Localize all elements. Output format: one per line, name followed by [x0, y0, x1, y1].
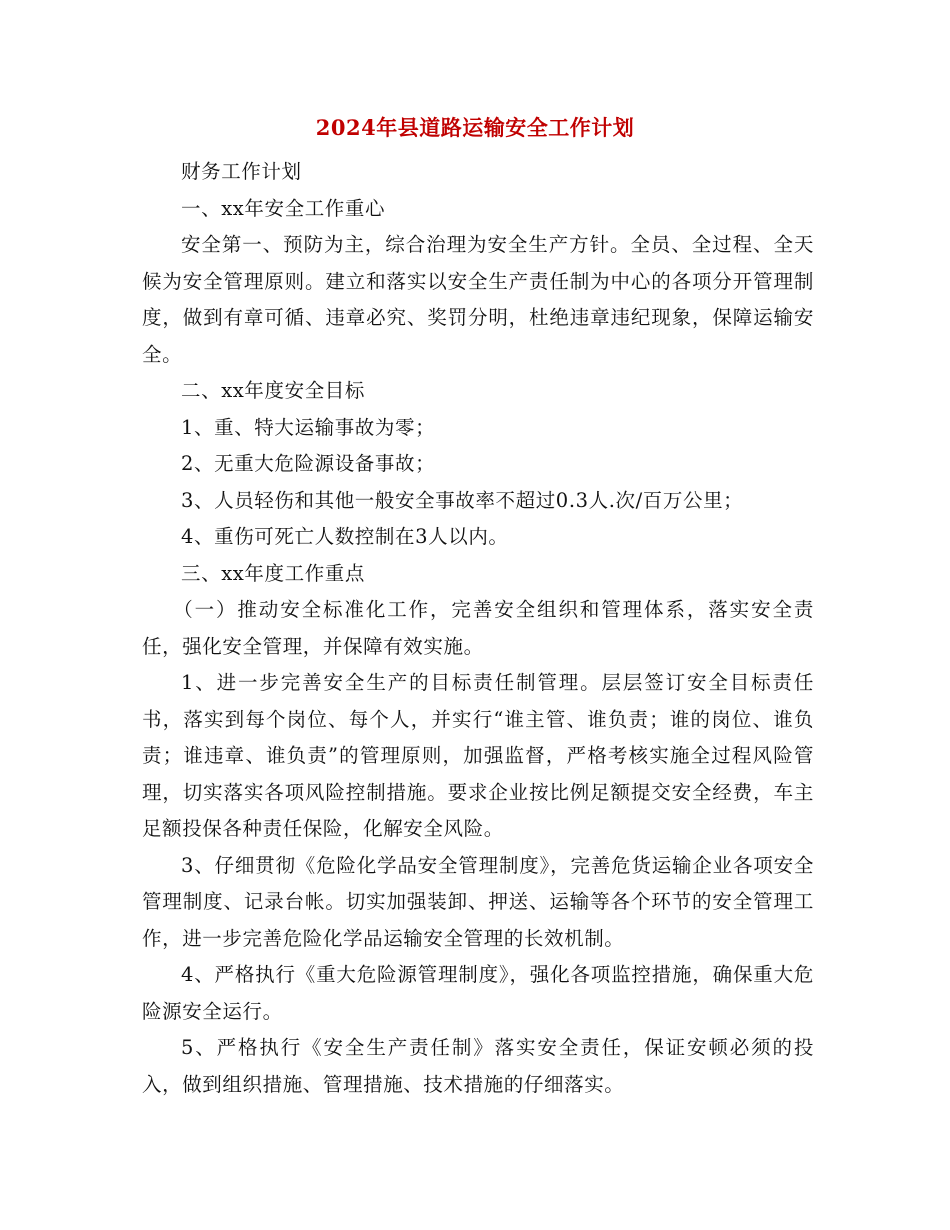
- document-body: [142, 154, 814, 1103]
- list-item: 3、人员轻伤和其他一般安全事故率不超过0.3人.次/百万公里；: [181, 488, 744, 512]
- document-title: 2024年县道路运输安全工作计划: [315, 115, 635, 140]
- paragraph: 1、进一步完善安全生产的目标责任制管理。层层签订安全目标责任书，落实到每个岗位、每个人，并实行“谁主管、谁负责；谁的岗位、谁负责；谁违章、谁负责”的管理原则，加强监督，严格考核实施全过程风险管理，切实落实各项风险控制措施。要求企业按比例足额提交安全经费，车主足额投保各种责任保险，化解安全风险。: [142, 671, 814, 840]
- paragraph: 3、仔细贯彻《危险化学品安全管理制度》，完善危货运输企业各项安全管理制度、记录台帐。切实加强装卸、押送、运输等各个环节的安全管理工作，进一步完善危险化学品运输安全管理的长效机制。: [142, 853, 814, 950]
- paragraph: 财务工作计划: [181, 160, 302, 183]
- section-heading: 二、xx年度安全目标: [181, 379, 365, 402]
- paragraph: 5、严格执行《安全生产责任制》落实安全责任，保证安顿必须的投入，做到组织措施、管理措施、技术措施的仔细落实。: [142, 1036, 814, 1096]
- list-item: 4、重伤可死亡人数控制在3人以内。: [181, 525, 509, 548]
- paragraph: 安全第一、预防为主，综合治理为安全生产方针。全员、全过程、全天候为安全管理原则。建立和落实以安全生产责任制为中心的各项分开管理制度，做到有章可循、违章必究、奖罚分明，杜绝违章违纪现象，保障运输安全。: [142, 233, 814, 366]
- section-heading: 三、xx年度工作重点: [181, 561, 365, 585]
- subsection-paragraph: （一）推动安全标准化工作，完善安全组织和管理体系，落实安全责任，强化安全管理，并保障有效实施。: [142, 598, 814, 658]
- list-item: 1、重、特大运输事故为零；: [181, 415, 436, 439]
- paragraph: 4、严格执行《重大危险源管理制度》，强化各项监控措施，确保重大危险源安全运行。: [142, 963, 814, 1023]
- list-item: 2、无重大危险源设备事故；: [181, 452, 436, 475]
- section-heading: 一、xx年安全工作重心: [181, 196, 386, 220]
